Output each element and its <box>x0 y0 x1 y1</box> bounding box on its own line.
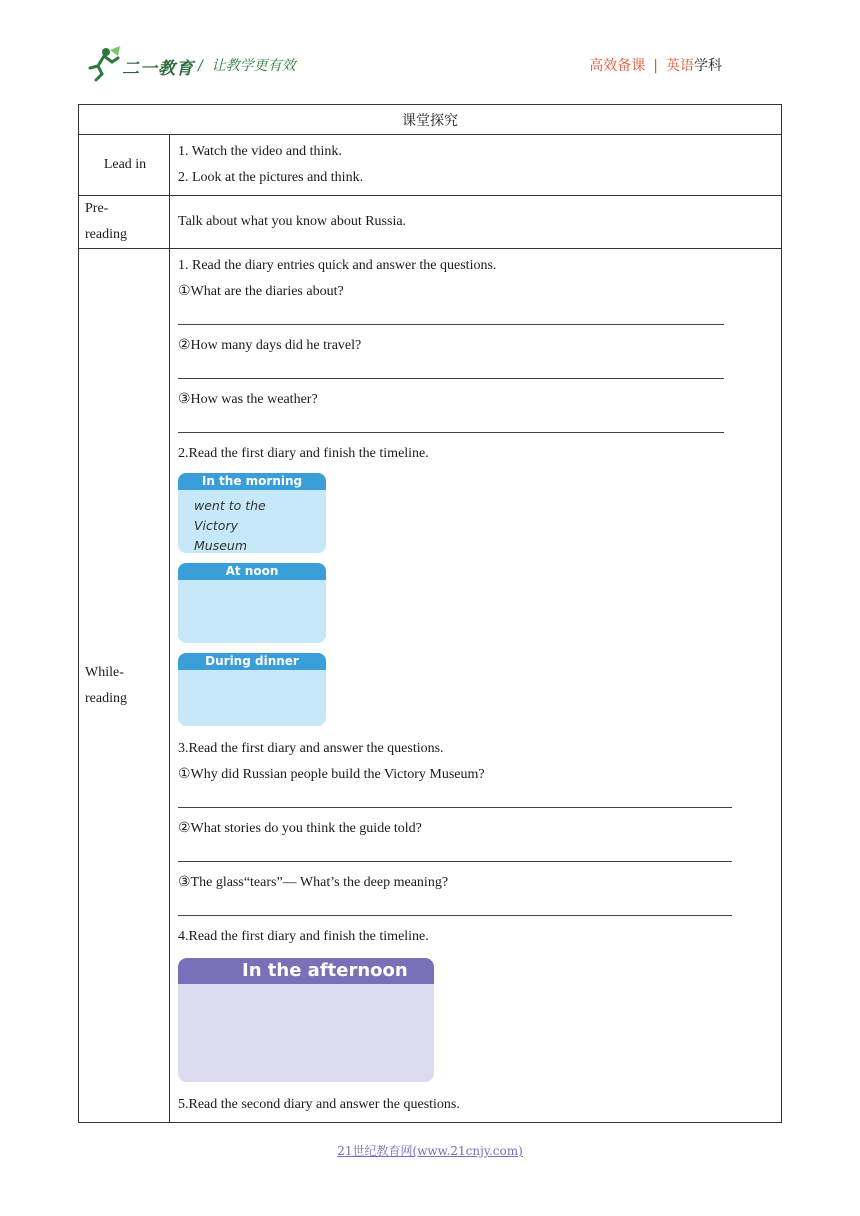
card-noon-title: At noon <box>178 563 326 580</box>
task-1: 1. Read the diary entries quick and answer the questions. <box>178 258 497 273</box>
logo-text: 二一教育 <box>122 59 194 79</box>
footer-link[interactable]: 21世纪教育网(www.21cnjy.com) <box>337 1144 523 1158</box>
timeline-card-morning <box>178 473 326 553</box>
page-header <box>0 0 860 90</box>
lead-in-line-2: 2. Look at the pictures and think. <box>178 170 364 185</box>
lead-in-line-1: 1. Watch the video and think. <box>178 144 342 159</box>
card-noon-body[interactable] <box>178 580 326 643</box>
header-subject <box>589 55 722 75</box>
while-reading-content <box>170 249 782 1123</box>
card-afternoon-title: In the afternoon <box>178 958 434 984</box>
pre-reading-label <box>79 196 170 249</box>
timeline-card-dinner <box>178 653 326 726</box>
card-morning-line-2: Museum <box>194 538 248 553</box>
card-dinner-body[interactable] <box>178 670 326 726</box>
task-5: 5.Read the second diary and answer the questions. <box>178 1097 460 1112</box>
lesson-table <box>78 104 782 1123</box>
task-3: 3.Read the first diary and answer the questions. <box>178 741 444 756</box>
answer-line-6[interactable] <box>178 896 773 924</box>
question-6: ③The glass“tears”— What’s the deep meaning? <box>178 875 449 890</box>
pre-reading-label-1: Pre- <box>85 201 109 216</box>
answer-line-1[interactable] <box>178 305 773 333</box>
lead-in-content <box>170 135 782 196</box>
header-subject-red: 英语 <box>666 58 694 74</box>
question-4: ①Why did Russian people build the Victory Museum? <box>178 767 485 782</box>
slogan-text: 让教学更有效 <box>211 58 296 74</box>
while-reading-label-2: reading <box>85 690 127 706</box>
header-subject-black: 学科 <box>694 58 722 74</box>
question-2: ②How many days did he travel? <box>178 338 362 353</box>
question-3: ③How was the weather? <box>178 392 318 407</box>
slogan: / 让教学更有效 <box>198 58 296 74</box>
timeline-card-noon <box>178 563 326 643</box>
answer-line-2[interactable] <box>178 359 773 387</box>
lead-in-label: Lead in <box>79 135 170 196</box>
card-morning-title: In the morning <box>178 473 326 490</box>
card-morning-line-1: went to the Victory <box>194 498 266 533</box>
answer-line-3[interactable] <box>178 413 773 441</box>
pre-reading-label-2: reading <box>85 227 127 242</box>
answer-line-5[interactable] <box>178 842 773 870</box>
while-reading-label-1: While- <box>85 664 124 680</box>
answer-line-4[interactable] <box>178 788 773 816</box>
card-afternoon-body[interactable] <box>178 984 434 1082</box>
card-morning-body <box>178 490 326 553</box>
header-label: 高效备课 <box>589 58 646 74</box>
pre-reading-text: Talk about what you know about Russia. <box>170 196 782 249</box>
table-title: 课堂探究 <box>79 105 782 135</box>
question-1: ①What are the diaries about? <box>178 284 344 299</box>
header-separator: | <box>653 58 658 74</box>
question-5: ②What stories do you think the guide told? <box>178 821 422 836</box>
task-4: 4.Read the first diary and finish the timeline. <box>178 929 429 944</box>
while-reading-label <box>79 249 170 1123</box>
task-2: 2.Read the first diary and finish the timeline. <box>178 446 429 461</box>
timeline-card-afternoon <box>178 958 434 1082</box>
runner-logo-icon <box>82 46 122 82</box>
card-dinner-title: During dinner <box>178 653 326 670</box>
